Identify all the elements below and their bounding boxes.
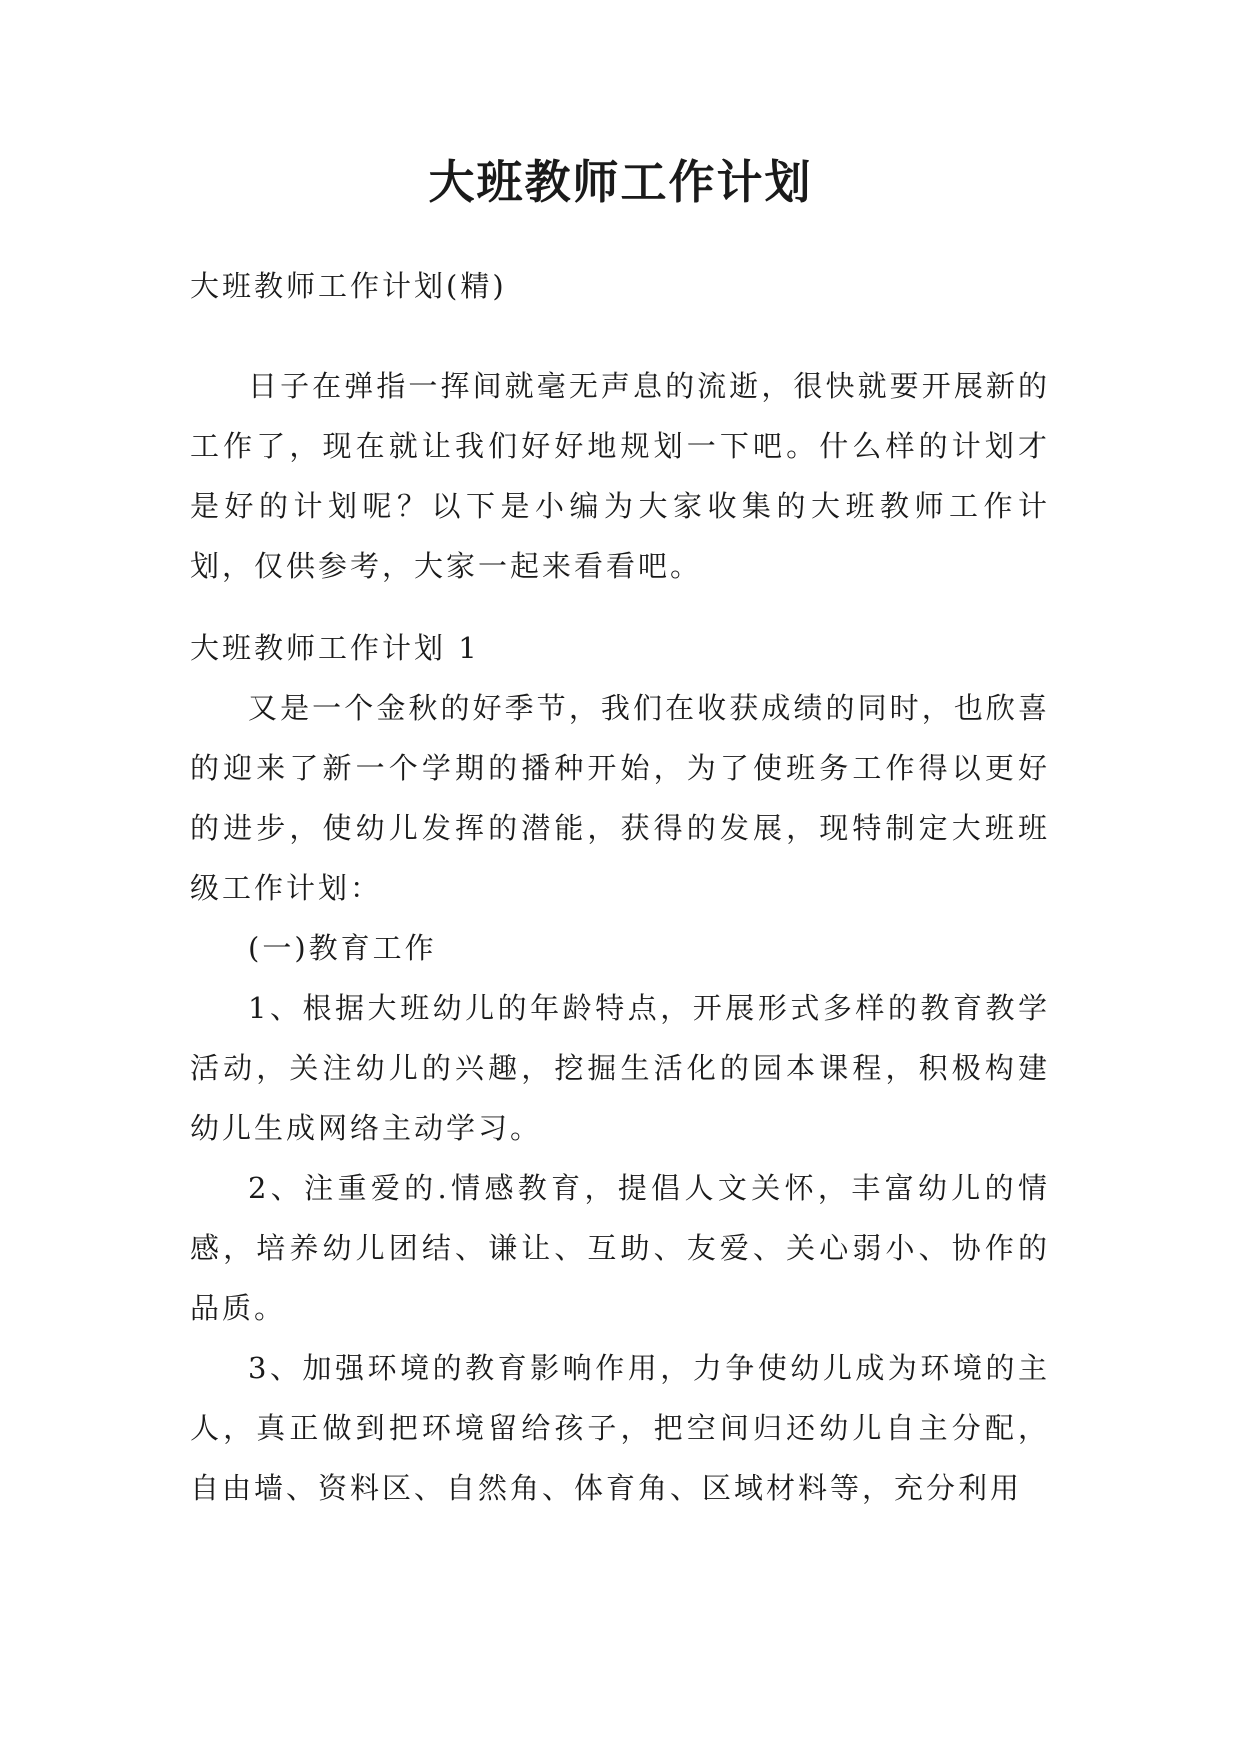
section-1-paragraph: 又是一个金秋的好季节，我们在收获成绩的同时，也欣喜的迎来了新一个学期的播种开始，为了使班务工作得以更好的进步，使幼儿发挥的潜能，获得的发展，现特制定大班班级工作计划：: [190, 691, 1050, 905]
intro-paragraph: 日子在弹指一挥间就毫无声息的流逝，很快就要开展新的工作了，现在就让我们好好地规划一下吧。什么样的计划才是好的计划呢？以下是小编为大家收集的大班教师工作计划，仅供参考，大家一起来看看吧。: [190, 369, 1050, 583]
document-title: 大班教师工作计划: [428, 155, 813, 209]
section-1-heading: 大班教师工作计划 1: [190, 631, 480, 665]
subsection-heading-education: (一)教育工作: [248, 931, 437, 965]
list-item-3: 3、加强环境的教育影响作用，力争使幼儿成为环境的主人，真正做到把环境留给孩子，把空间归还幼儿自主分配，自由墙、资料区、自然角、体育角、区域材料等，充分利用: [190, 1351, 1050, 1505]
intro-block: [190, 356, 1050, 596]
subtitle-block: [190, 256, 1050, 316]
list-item-2: 2、注重爱的.情感教育，提倡人文关怀，丰富幼儿的情感，培养幼儿团结、谦让、互助、友爱、关心弱小、协作的品质。: [190, 1171, 1050, 1325]
section-1-block: [190, 618, 1050, 1518]
document-subtitle: 大班教师工作计划(精): [190, 269, 507, 303]
list-item-1: 1、根据大班幼儿的年龄特点，开展形式多样的教育教学活动，关注幼儿的兴趣，挖掘生活化的园本课程，积极构建幼儿生成网络主动学习。: [190, 991, 1050, 1145]
